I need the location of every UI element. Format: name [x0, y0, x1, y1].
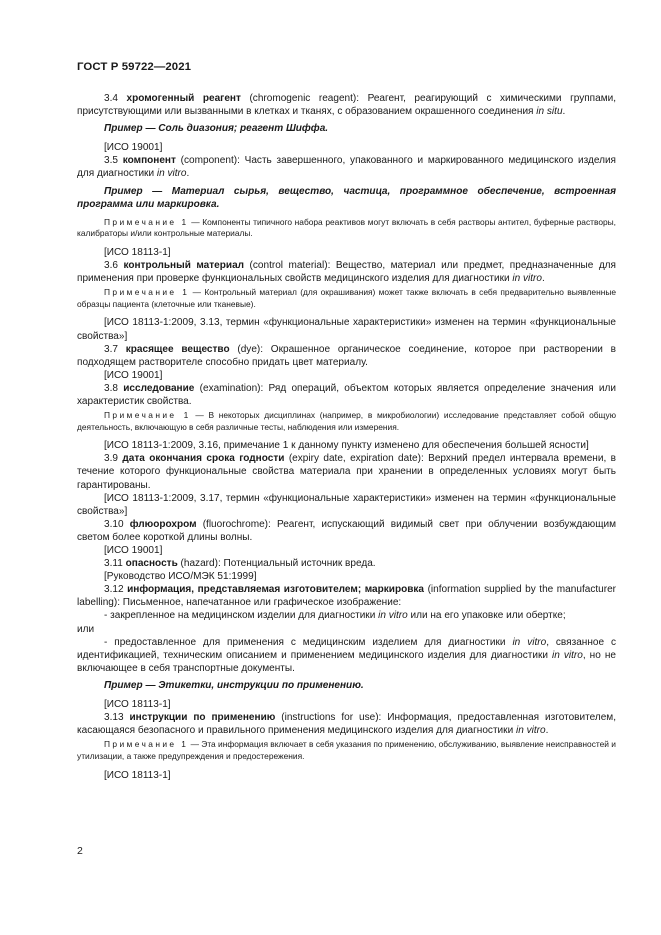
definition-text: (dye): Окрашенное органическое соединение, которое при растворении в подходящем растворителе способно придать цвет материалу.: [77, 343, 617, 368]
page-number: 2: [77, 845, 83, 857]
clause-number: 3.8: [104, 382, 118, 394]
source-3-9: [ИСО 18113-1:2009, 3.17, термин «функциональные характеристики» изменен на термин «функциональные свойства»]: [77, 492, 616, 517]
italic-term: in vitro: [515, 725, 546, 737]
term: контрольный материал: [123, 260, 245, 272]
source-3-6: [ИСО 18113-1:2009, 3.13, термин «функциональные характеристики» изменен на термин «функциональные свойства»]: [77, 317, 616, 342]
definition-3-9: [77, 452, 616, 491]
definition-end: .: [541, 273, 545, 285]
note-text: — Компоненты типичного набора реактивов могут включать в себя растворы антител, буферные растворы, калибраторы и/или контрольные материалы.: [77, 216, 616, 239]
note-text: — Контрольный материал (для окрашивания) может также включать в себя предварительно выявленные образцы пациента (клеточные или тканевые).: [77, 287, 617, 309]
term: инструкции по применению: [129, 712, 276, 724]
document-body: [77, 92, 616, 782]
example-3-4: Пример — Соль диазония; реагент Шиффа.: [104, 123, 329, 135]
example-3-5: Пример — Материал сырья, вещество, частица, программное обеспечение, встроенная программа или маркировка.: [77, 185, 616, 210]
definition-text: (component): Часть завершенного, упакованного и маркированного медицинского изделия для диагностики: [77, 155, 616, 180]
italic-term: in vitro: [512, 273, 542, 285]
definition-3-7: [77, 343, 616, 369]
note-label: Примечание 1: [104, 287, 190, 298]
definition-3-4: [77, 92, 616, 118]
clause-number: 3.5: [104, 155, 118, 167]
definition-end: .: [186, 168, 190, 180]
clause-number: 3.9: [104, 453, 118, 465]
clause-number: 3.10: [104, 518, 124, 530]
clause-number: 3.12: [104, 584, 124, 596]
conjunction-or: или: [77, 623, 95, 635]
note-label: Примечание 1: [104, 410, 191, 421]
term: флюорохром: [129, 518, 197, 530]
definition-text: (fluorochrome): Реагент, испускающий видимый свет при облучении возбуждающим светом более короткой длины волны.: [77, 518, 616, 543]
list-item-end: или на его упаковке или обертке;: [407, 610, 566, 622]
definition-3-12: [77, 583, 616, 609]
source-3-10: [ИСО 19001]: [104, 545, 163, 556]
note-text: — Эта информация включает в себя указания по применению, обслуживанию, выявление неисправностей и утилизации, а также предупреждения и предостережения.: [77, 739, 616, 761]
list-item-text: - закрепленное на медицинском изделии для диагностики: [104, 610, 379, 622]
example-3-12: Пример — Этикетки, инструкции по применению.: [104, 679, 364, 691]
source-3-12: [ИСО 18113-1]: [104, 699, 171, 711]
document-header: ГОСТ Р 59722—2021: [77, 61, 192, 73]
definition-3-5: [77, 154, 616, 180]
source-3-8: [ИСО 18113-1:2009, 3.16, примечание 1 к данному пункту изменено для обеспечения большей ясности]: [104, 440, 589, 452]
definition-3-13: [77, 711, 616, 737]
note-label: Примечание 1: [104, 216, 189, 227]
note-3-5: [77, 217, 616, 240]
note-3-13: [77, 739, 616, 762]
term: компонент: [122, 155, 176, 167]
note-text: — В некоторых дисциплинах (например, в микробиологии) исследование представляет собой общую деятельность, включающую в себя различные тесты, наблюдения или измерения.: [77, 410, 616, 432]
italic-term: in vitro: [512, 636, 547, 648]
source-3-5: [ИСО 18113-1]: [104, 246, 171, 258]
list-item: [77, 609, 616, 622]
italic-term: in vitro: [156, 168, 187, 180]
list-item-text-cont: , связанное с идентификацией, техническим описанием и применением медицинского изделия для диагностики: [77, 636, 617, 661]
source-3-7: [ИСО 19001]: [104, 369, 163, 381]
term: хромогенный реагент: [126, 93, 241, 104]
list-item: [77, 636, 616, 675]
italic-term: in situ: [536, 106, 563, 118]
term: красящее вещество: [125, 343, 230, 355]
definition-text: (examination): Ряд операций, объектом которых является определение значения или характеристик свойства.: [77, 382, 616, 407]
italic-term: in vitro: [552, 649, 583, 661]
source-3-13: [ИСО 18113-1]: [104, 769, 171, 781]
source-3-4: [ИСО 19001]: [104, 142, 163, 154]
list-item-text: - предоставленное для применения с медицинским изделием для диагностики: [104, 636, 513, 648]
term: исследование: [123, 382, 195, 394]
definition-3-8: [77, 382, 616, 408]
definition-text: (information supplied by the manufacturer labelling): Письменное, напечатанное или графическое изображение:: [77, 584, 616, 609]
definition-text: (instructions for use): Информация, предоставленная изготовителем, касающаяся безопасного и правильного применения медицинского изделия для диагностики: [77, 712, 616, 737]
clause-number: 3.7: [104, 343, 118, 355]
definition-text: (chromogenic reagent): Реагент, реагирующий с химическими группами, присутствующими или вызванными в клетках и тканях, с образованием окрашенного соединения: [77, 93, 617, 118]
term: информация, представляемая изготовителем; маркировка: [127, 584, 425, 596]
note-3-8: [77, 410, 616, 433]
term: дата окончания срока годности: [122, 453, 285, 465]
note-3-6: [77, 287, 616, 310]
clause-number: 3.11: [104, 558, 123, 570]
source-3-11: [Руководство ИСО/МЭК 51:1999]: [104, 571, 257, 583]
note-label: Примечание 1: [104, 739, 189, 750]
clause-number: 3.13: [104, 712, 124, 724]
term: опасность: [125, 558, 178, 570]
definition-text: (control material): Вещество, материал или предмет, предназначенные для применения при проверке функциональных свойств медицинского изделия для диагностики: [77, 260, 616, 285]
definition-3-11: [77, 557, 616, 570]
clause-number: 3.6: [104, 260, 118, 272]
definition-end: .: [562, 106, 566, 118]
definition-3-6: [77, 259, 616, 285]
definition-text: (hazard): Потенциальный источник вреда.: [177, 558, 376, 570]
clause-number: 3.4: [104, 93, 118, 104]
definition-text: (expiry date, expiration date): Верхний предел интервала времени, в течение которого функциональные свойства материала при хранении в определенных условиях могут быть гарантированы.: [77, 453, 616, 491]
italic-term: in vitro: [378, 610, 408, 622]
definition-3-10: [77, 518, 616, 544]
definition-end: .: [545, 725, 549, 737]
list-item-end: , но не включающее в себя транспортные документы.: [77, 649, 616, 674]
